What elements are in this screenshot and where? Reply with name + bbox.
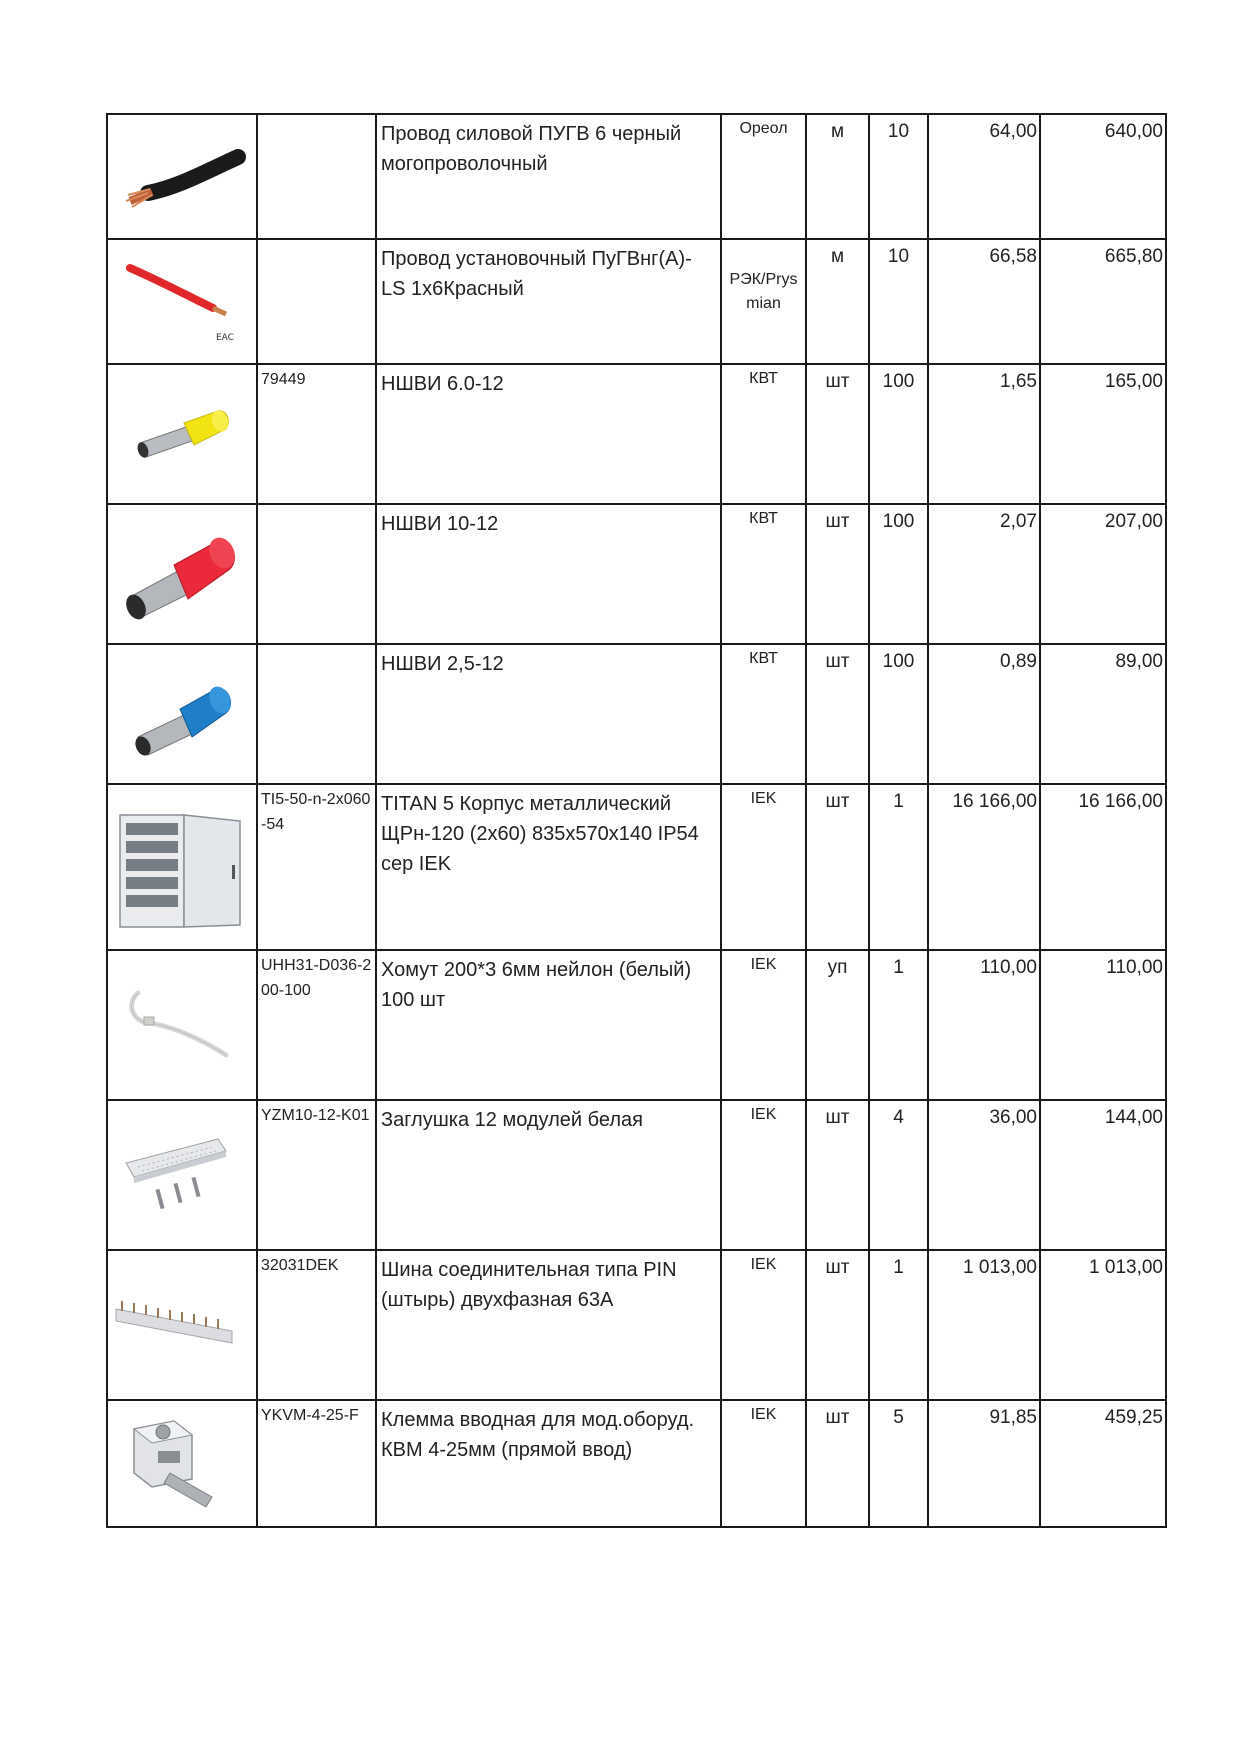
image-cell [107, 504, 257, 644]
product-name: Клемма вводная для мод.оборуд. КВМ 4-25мм (прямой ввод) [376, 1400, 721, 1527]
image-cell [107, 644, 257, 784]
quantity-cell: 5 [869, 1400, 928, 1527]
image-cell [107, 950, 257, 1100]
price-cell: 0,89 [928, 644, 1040, 784]
image-cell [107, 114, 257, 239]
sum-cell: 665,80 [1040, 239, 1166, 364]
image-cell [107, 1250, 257, 1400]
svg-text:EAC: EAC [216, 333, 234, 343]
article-cell: TI5-50-n-2x060-54 [257, 784, 376, 950]
brand-cell: Ореол [721, 114, 806, 239]
price-cell: 110,00 [928, 950, 1040, 1100]
price-cell: 64,00 [928, 114, 1040, 239]
table-row [107, 1400, 1166, 1527]
table-row [107, 239, 1166, 364]
table-row [107, 784, 1166, 950]
spec-table [106, 113, 1167, 1528]
black-wire-icon [108, 115, 256, 238]
price-cell: 36,00 [928, 1100, 1040, 1250]
image-cell [107, 1400, 257, 1527]
brand-cell: КВТ [721, 364, 806, 504]
article-cell [257, 239, 376, 364]
article-cell: 79449 [257, 364, 376, 504]
brand-cell: IEK [721, 1100, 806, 1250]
unit-cell: шт [806, 1100, 869, 1250]
brand-cell: КВТ [721, 644, 806, 784]
product-name: НШВИ 6.0-12 [376, 364, 721, 504]
unit-cell: шт [806, 1400, 869, 1527]
quantity-cell: 100 [869, 504, 928, 644]
terminal-clamp-icon [108, 1401, 256, 1526]
article-cell [257, 114, 376, 239]
brand-cell: IEK [721, 950, 806, 1100]
brand-cell: IEK [721, 784, 806, 950]
brand-cell: КВТ [721, 504, 806, 644]
quantity-cell: 10 [869, 239, 928, 364]
table-row [107, 950, 1166, 1100]
brand-cell: IEK [721, 1400, 806, 1527]
sum-cell: 459,25 [1040, 1400, 1166, 1527]
product-name: Заглушка 12 модулей белая [376, 1100, 721, 1250]
price-cell: 66,58 [928, 239, 1040, 364]
image-cell [107, 1100, 257, 1250]
unit-cell: шт [806, 364, 869, 504]
product-name: НШВИ 2,5-12 [376, 644, 721, 784]
quantity-cell: 1 [869, 784, 928, 950]
sum-cell: 16 166,00 [1040, 784, 1166, 950]
image-cell [107, 239, 257, 364]
table-row [107, 644, 1166, 784]
article-cell: YZM10-12-K01 [257, 1100, 376, 1250]
red-ferrule-icon [108, 505, 256, 643]
sum-cell: 1 013,00 [1040, 1250, 1166, 1400]
quantity-cell: 10 [869, 114, 928, 239]
red-wire-icon [108, 240, 256, 363]
sum-cell: 207,00 [1040, 504, 1166, 644]
article-cell [257, 504, 376, 644]
unit-cell: м [806, 239, 869, 364]
unit-cell: шт [806, 504, 869, 644]
sum-cell: 640,00 [1040, 114, 1166, 239]
sum-cell: 110,00 [1040, 950, 1166, 1100]
product-name: Провод установочный ПуГВнг(А)-LS 1х6Красный [376, 239, 721, 364]
metal-cabinet-icon [108, 785, 256, 949]
sum-cell: 144,00 [1040, 1100, 1166, 1250]
price-cell: 91,85 [928, 1400, 1040, 1527]
unit-cell: шт [806, 784, 869, 950]
unit-cell: уп [806, 950, 869, 1100]
quantity-cell: 1 [869, 1250, 928, 1400]
price-cell: 16 166,00 [928, 784, 1040, 950]
brand-label: РЭК/Prysmian [729, 271, 798, 312]
image-cell [107, 784, 257, 950]
table-row [107, 1100, 1166, 1250]
brand-cell [721, 239, 806, 364]
article-cell: UHH31-D036-200-100 [257, 950, 376, 1100]
quantity-cell: 1 [869, 950, 928, 1100]
yellow-ferrule-icon [108, 365, 256, 503]
blank-plug-icon [108, 1101, 256, 1249]
cable-tie-icon [108, 951, 256, 1099]
quantity-cell: 4 [869, 1100, 928, 1250]
product-name: Провод силовой ПУГВ 6 черный могопроволочный [376, 114, 721, 239]
product-name: Хомут 200*3 6мм нейлон (белый) 100 шт [376, 950, 721, 1100]
blue-ferrule-icon [108, 645, 256, 783]
article-cell [257, 644, 376, 784]
article-cell: YKVM-4-25-F [257, 1400, 376, 1527]
pin-busbar-icon [108, 1251, 256, 1399]
image-cell [107, 364, 257, 504]
quantity-cell: 100 [869, 364, 928, 504]
product-name: Шина соединительная типа PIN (штырь) двухфазная 63А [376, 1250, 721, 1400]
table-row [107, 114, 1166, 239]
quantity-cell: 100 [869, 644, 928, 784]
price-cell: 1 013,00 [928, 1250, 1040, 1400]
brand-cell: IEK [721, 1250, 806, 1400]
table-row [107, 504, 1166, 644]
table-row [107, 1250, 1166, 1400]
product-name: НШВИ 10-12 [376, 504, 721, 644]
article-cell: 32031DEK [257, 1250, 376, 1400]
unit-cell: м [806, 114, 869, 239]
sum-cell: 89,00 [1040, 644, 1166, 784]
price-cell: 2,07 [928, 504, 1040, 644]
sum-cell: 165,00 [1040, 364, 1166, 504]
table-row [107, 364, 1166, 504]
product-name: TITAN 5 Корпус металлический ЩРн-120 (2х60) 835х570х140 IP54 сер IEK [376, 784, 721, 950]
price-cell: 1,65 [928, 364, 1040, 504]
unit-cell: шт [806, 1250, 869, 1400]
unit-cell: шт [806, 644, 869, 784]
